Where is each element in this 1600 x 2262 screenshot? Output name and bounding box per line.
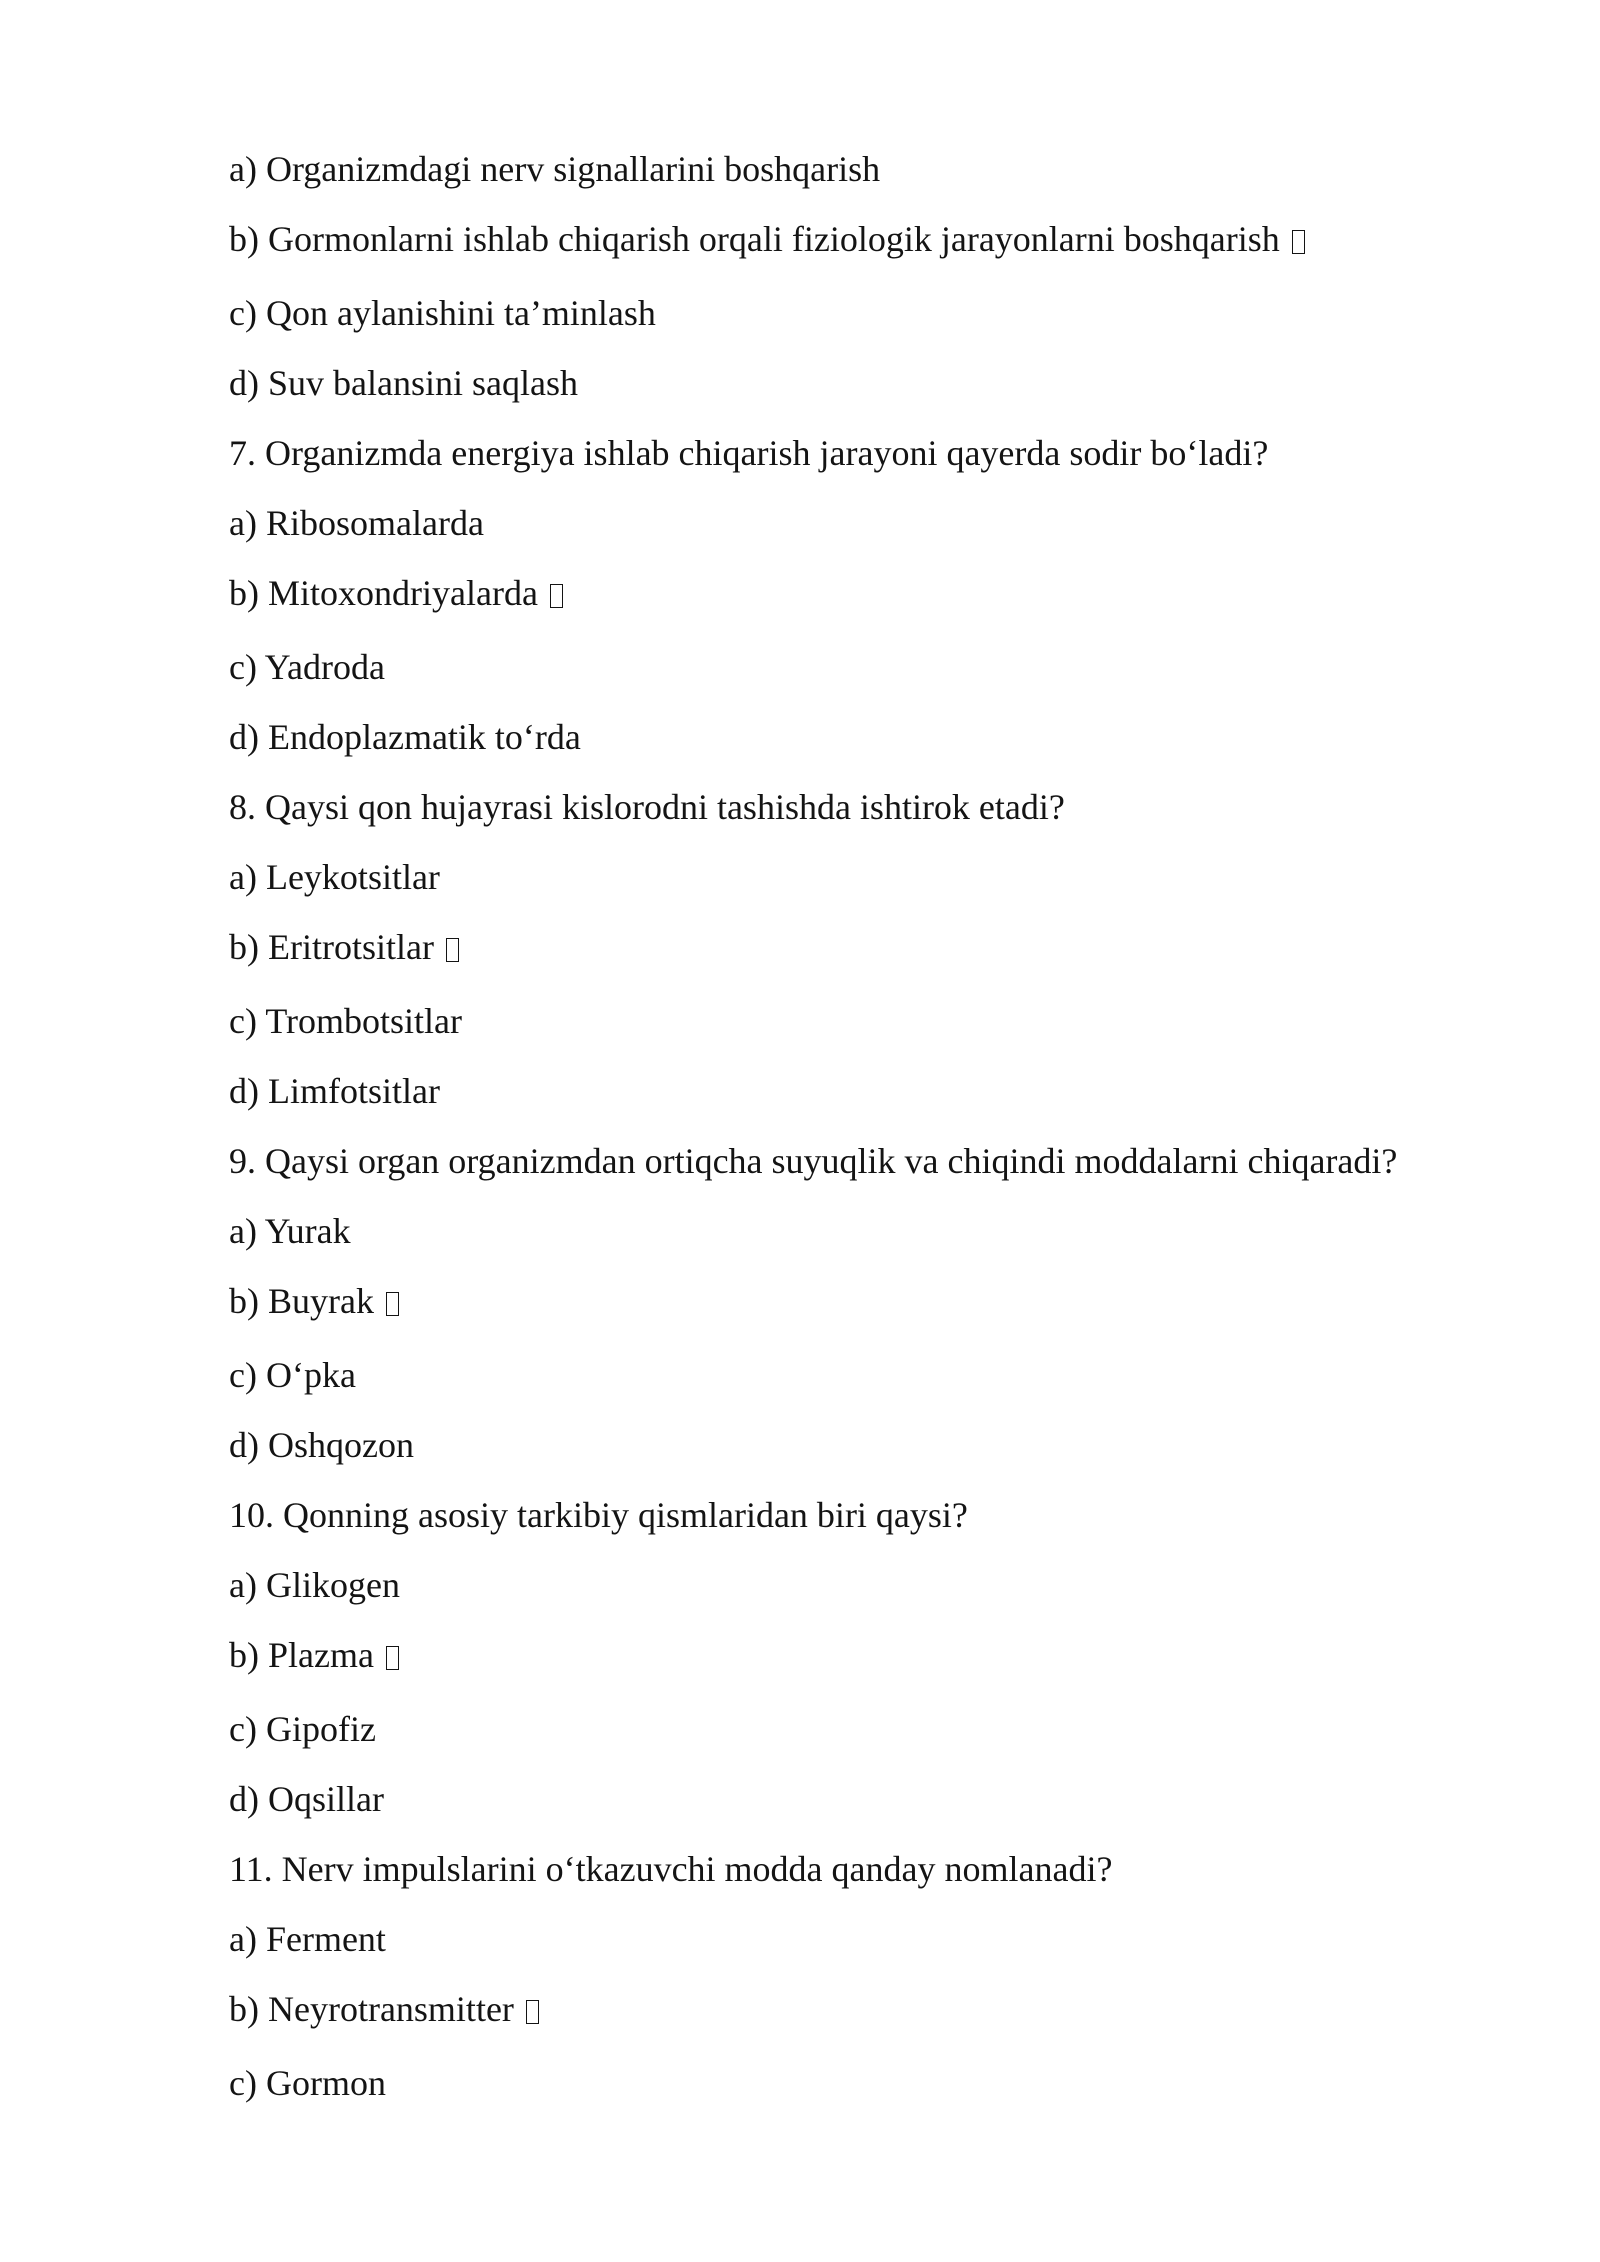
answer-option [229, 362, 1529, 404]
question-text [229, 1848, 1529, 1890]
answer-option [229, 1918, 1529, 1960]
option-label: c) Yadroda [229, 647, 385, 687]
question-text [229, 1140, 1529, 1182]
answer-option [229, 2062, 1529, 2104]
answer-option [229, 926, 1529, 970]
answer-option [229, 148, 1529, 190]
option-label: a) Ferment [229, 1919, 386, 1959]
option-label: b) Neyrotransmitter [229, 1989, 514, 2029]
option-label: d) Oqsillar [229, 1779, 384, 1819]
option-label: b) Buyrak [229, 1281, 374, 1321]
option-label: b) Eritrotsitlar [229, 927, 434, 967]
answer-mark-icon [526, 2000, 539, 2024]
option-label: b) Gormonlarni ishlab chiqarish orqali fiziologik jarayonlarni boshqarish [229, 219, 1280, 259]
question-label: 8. Qaysi qon hujayrasi kislorodni tashishda ishtirok etadi? [229, 787, 1065, 827]
option-label: a) Organizmdagi nerv signallarini boshqarish [229, 149, 881, 189]
answer-mark-icon [1292, 230, 1305, 254]
answer-option [229, 292, 1529, 334]
answer-option [229, 1000, 1529, 1042]
answer-option [229, 716, 1529, 758]
answer-option [229, 1354, 1529, 1396]
option-label: b) Mitoxondriyalarda [229, 573, 538, 613]
answer-option [229, 1988, 1529, 2032]
answer-mark-icon [550, 584, 563, 608]
answer-mark-icon [386, 1292, 399, 1316]
question-text [229, 786, 1529, 828]
answer-option [229, 1634, 1529, 1678]
option-label: a) Yurak [229, 1211, 351, 1251]
option-label: a) Leykotsitlar [229, 857, 440, 897]
option-label: a) Glikogen [229, 1565, 400, 1605]
answer-option [229, 1778, 1529, 1820]
option-label: c) O‘pka [229, 1355, 356, 1395]
question-label: 7. Organizmda energiya ishlab chiqarish jarayoni qayerda sodir bo‘ladi? [229, 433, 1269, 473]
answer-option [229, 1210, 1529, 1252]
answer-option [229, 572, 1529, 616]
option-label: d) Suv balansini saqlash [229, 363, 578, 403]
answer-option [229, 502, 1529, 544]
answer-option [229, 1564, 1529, 1606]
question-list [229, 148, 1529, 2132]
answer-option [229, 856, 1529, 898]
question-label: 10. Qonning asosiy tarkibiy qismlaridan biri qaysi? [229, 1495, 968, 1535]
answer-option [229, 646, 1529, 688]
question-text [229, 432, 1529, 474]
option-label: c) Gormon [229, 2063, 386, 2103]
option-label: b) Plazma [229, 1635, 374, 1675]
answer-mark-icon [446, 938, 459, 962]
question-label: 9. Qaysi organ organizmdan ortiqcha suyuqlik va chiqindi moddalarni chiqaradi? [229, 1141, 1398, 1181]
question-label: 11. Nerv impulslarini o‘tkazuvchi modda qanday nomlanadi? [229, 1849, 1113, 1889]
option-label: c) Gipofiz [229, 1709, 376, 1749]
answer-option [229, 1424, 1529, 1466]
answer-option [229, 1070, 1529, 1112]
option-label: a) Ribosomalarda [229, 503, 484, 543]
option-label: c) Qon aylanishini ta’minlash [229, 293, 656, 333]
question-text [229, 1494, 1529, 1536]
answer-mark-icon [386, 1646, 399, 1670]
answer-option [229, 218, 1529, 262]
option-label: c) Trombotsitlar [229, 1001, 463, 1041]
answer-option [229, 1280, 1529, 1324]
option-label: d) Limfotsitlar [229, 1071, 440, 1111]
option-label: d) Endoplazmatik to‘rda [229, 717, 581, 757]
option-label: d) Oshqozon [229, 1425, 414, 1465]
answer-option [229, 1708, 1529, 1750]
